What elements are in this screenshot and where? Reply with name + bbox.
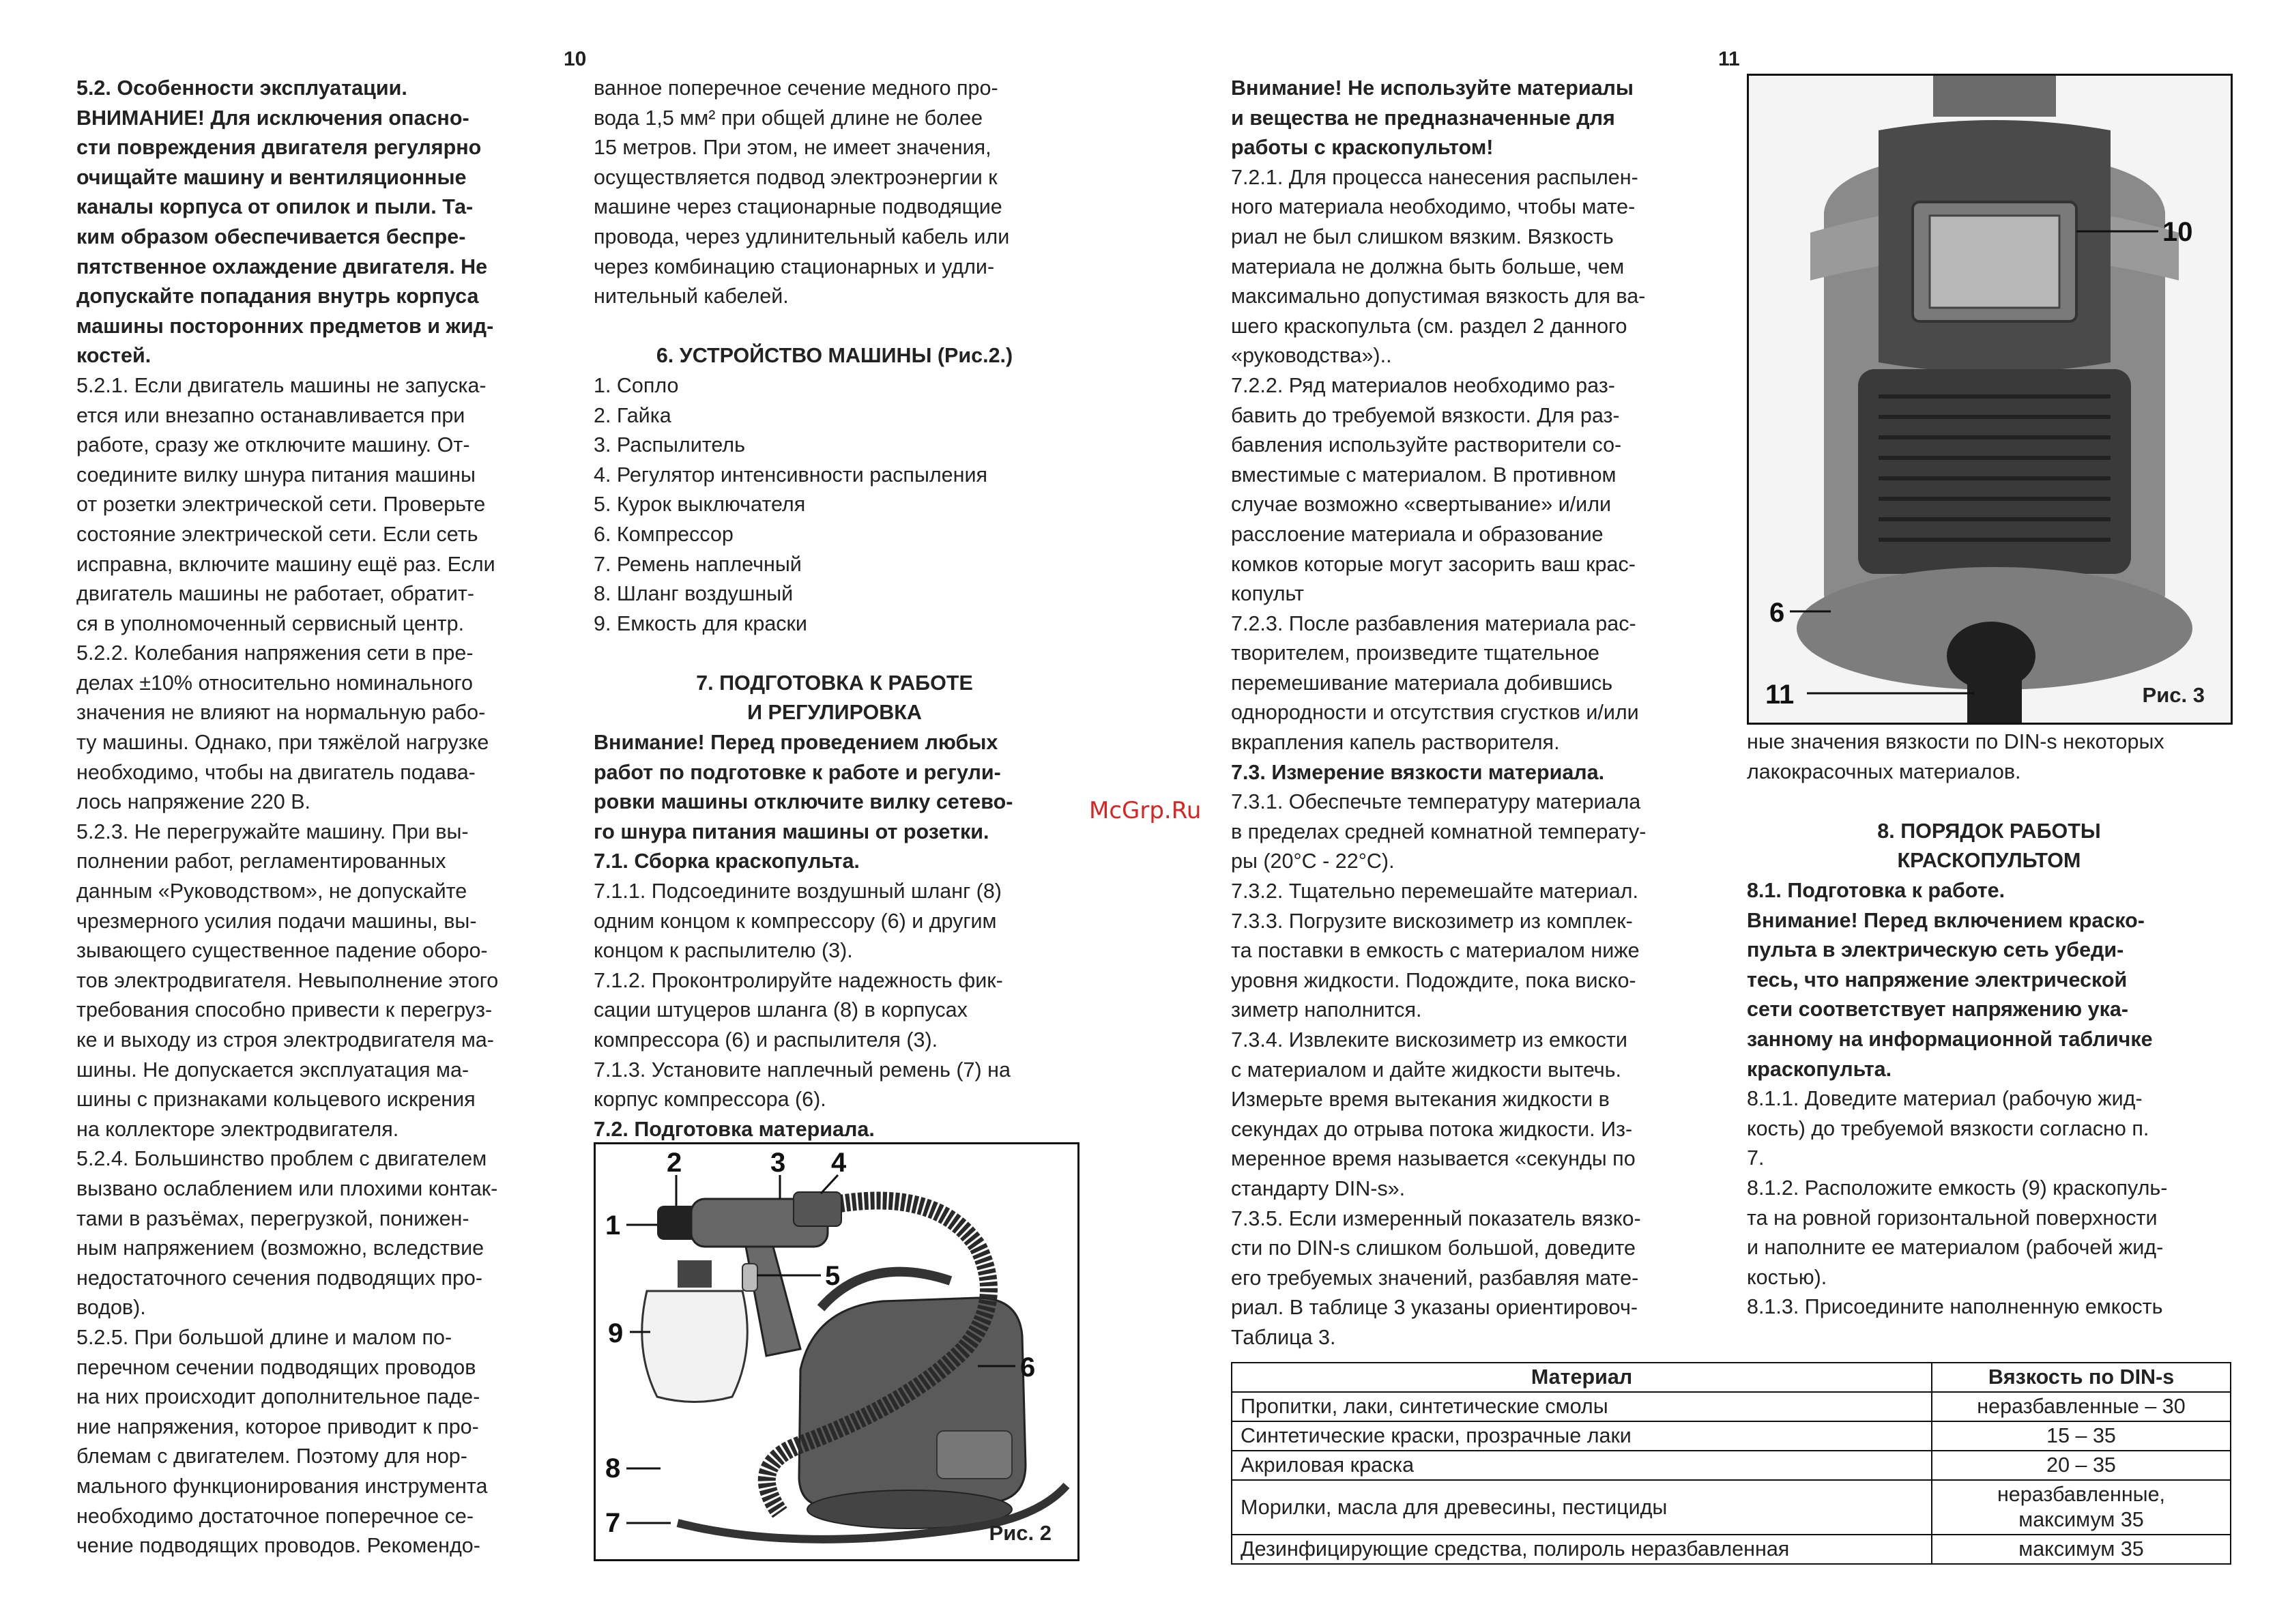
- table-header-material: Материал: [1232, 1363, 1932, 1392]
- text-line: 6. УСТРОЙСТВО МАШИНЫ (Рис.2.): [656, 344, 1013, 368]
- text-line: допускайте попадания внутрь корпуса: [76, 285, 479, 308]
- text-line: 7.3.3. Погрузите вискозиметр из комплек-: [1231, 909, 1633, 933]
- table-cell-material: Пропитки, лаки, синтетические смолы: [1232, 1392, 1932, 1421]
- text-line: чрезмерного усилия подачи машины, вы-: [76, 909, 477, 933]
- text-line: состояние электрической сети. Если сеть: [76, 522, 478, 546]
- page-number-left: 10: [564, 48, 587, 70]
- text-line: лось напряжение 220 В.: [76, 790, 311, 814]
- text-line: работе, сразу же отключите машину. От-: [76, 433, 470, 457]
- text-line: тесь, что напряжение электрической: [1747, 968, 2128, 991]
- text-line: ке и выходу из строя электродвигателя ма-: [76, 1028, 494, 1052]
- text-line: 7.2.2. Ряд материалов необходимо раз-: [1231, 373, 1615, 397]
- table-cell-viscosity: 15 – 35: [1932, 1421, 2231, 1451]
- figure-3: [1747, 74, 2233, 725]
- table-header-viscosity: Вязкость по DIN-s: [1932, 1363, 2231, 1392]
- text-line: 5.2.4. Большинство проблем с двигателем: [76, 1147, 487, 1171]
- table-row: [1232, 1480, 2231, 1535]
- text-line: данным «Руководством», не допускайте: [76, 880, 467, 903]
- label-7: 7: [605, 1508, 621, 1538]
- table-cell-viscosity: максимум 35: [1932, 1535, 2231, 1564]
- table-3: [1231, 1362, 2231, 1565]
- table-row: [1232, 1535, 2231, 1564]
- text-line: тов электродвигателя. Невыполнение этого: [76, 968, 499, 992]
- text-line: блемам с двигателем. Поэтому для нор-: [76, 1445, 467, 1468]
- text-line: на коллекторе электродвигателя.: [76, 1117, 399, 1141]
- table-cell-material: Синтетические краски, прозрачные лаки: [1232, 1421, 1932, 1451]
- text-line: мального функционирования инструмента: [76, 1474, 488, 1498]
- text-line: 7.: [1747, 1146, 1765, 1170]
- text-line: уровня жидкости. Подождите, пока виско-: [1231, 968, 1636, 992]
- vent-grille: [1858, 369, 2131, 574]
- text-line: И РЕГУЛИРОВКА: [747, 701, 922, 725]
- text-line: [594, 312, 1075, 342]
- text-line: 7.3.1. Обеспечьте температуру материала: [1231, 790, 1641, 814]
- text-line: соедините вилку шнура питания машины: [76, 463, 476, 487]
- text-line: каналы корпуса от опилок и пыли. Та-: [76, 195, 474, 219]
- text-line: и вещества не предназначенные для: [1231, 106, 1615, 130]
- text-line: [594, 639, 1075, 669]
- text-line: 8. Шланг воздушный: [594, 582, 794, 606]
- text-line: 5.2.5. При большой длине и малом по-: [76, 1325, 452, 1349]
- text-line: костью).: [1747, 1265, 1827, 1289]
- text-line: Таблица 3.: [1231, 1325, 1336, 1349]
- text-line: делах ±10% относительно номинального: [76, 671, 473, 695]
- text-line: бавления используйте растворители со-: [1231, 433, 1622, 457]
- compressor-grille: [937, 1431, 1012, 1479]
- intensity-regulator: [794, 1192, 841, 1226]
- text-line: 7. ПОДГОТОВКА К РАБОТЕ: [696, 671, 973, 695]
- text-line: 6. Компрессор: [594, 522, 734, 546]
- text-line: 9. Емкость для краски: [594, 611, 807, 635]
- text-line: 7.2.1. Для процесса нанесения распылен-: [1231, 165, 1638, 189]
- text-line: через комбинацию стационарных и удли-: [594, 255, 995, 278]
- text-line: вызвано ослаблением или плохими контак-: [76, 1176, 498, 1200]
- text-line: 8. ПОРЯДОК РАБОТЫ: [1877, 819, 2101, 843]
- table-row: [1232, 1451, 2231, 1480]
- text-line: ванное поперечное сечение медного про-: [594, 76, 998, 100]
- text-line: бавить до требуемой вязкости. Для раз-: [1231, 403, 1620, 427]
- column-3: [1231, 74, 1715, 1353]
- text-line: кость) до требуемой вязкости согласно п.: [1747, 1116, 2149, 1140]
- text-line: Внимание! Не используйте материалы: [1231, 76, 1634, 100]
- text-line: ется или внезапно останавливается при: [76, 403, 465, 427]
- text-line: нительный кабелей.: [594, 285, 789, 308]
- label-9: 9: [608, 1318, 624, 1348]
- text-line: перечном сечении подводящих проводов: [76, 1355, 476, 1379]
- text-line: шины. Не допускается эксплуатация ма-: [76, 1058, 469, 1082]
- text-line: осуществляется подвод электроэнергии к: [594, 165, 998, 189]
- text-line: 7.1.3. Установите наплечный ремень (7) на: [594, 1058, 1011, 1082]
- text-line: Внимание! Перед проведением любых: [594, 731, 998, 755]
- sprayer-grip: [746, 1247, 800, 1356]
- text-line: материала не должна быть больше, чем: [1231, 255, 1625, 278]
- text-line: от розетки электрической сети. Проверьте: [76, 493, 486, 517]
- text-line: занному на информационной табличке: [1747, 1027, 2153, 1051]
- text-line: с материалом и дайте жидкости вытечь.: [1231, 1058, 1622, 1082]
- text-line: 7.1.1. Подсоедините воздушный шланг (8): [594, 880, 1002, 903]
- text-line: секундах до отрыва потока жидкости. Из-: [1231, 1117, 1633, 1141]
- label-10: 10: [2162, 217, 2193, 247]
- text-line: творителем, произведите тщательное: [1231, 641, 1599, 665]
- text-line: и наполните ее материалом (рабочей жид-: [1747, 1236, 2164, 1260]
- text-line: та поставки в емкость с материалом ниже: [1231, 939, 1640, 963]
- text-line: Внимание! Перед включением краско-: [1747, 908, 2145, 932]
- text-line: 7.3.4. Извлеките вискозиметр из емкости: [1231, 1028, 1627, 1052]
- table-row: [1232, 1392, 2231, 1421]
- text-line: «руководства»)..: [1231, 344, 1392, 368]
- text-line: риал не был слишком вязким. Вязкость: [1231, 224, 1614, 248]
- text-line: риал. В таблице 3 указаны ориентировоч-: [1231, 1296, 1638, 1320]
- text-line: 5.2.1. Если двигатель машины не запуска-: [76, 373, 487, 397]
- text-line: ры (20°С - 22°С).: [1231, 850, 1395, 873]
- text-line: вместимые с материалом. В противном: [1231, 463, 1617, 487]
- label-4: 4: [831, 1148, 847, 1178]
- text-line: 8.1.1. Доведите материал (рабочую жид-: [1747, 1087, 2143, 1111]
- text-line: сации штуцеров шланга (8) в корпусах: [594, 998, 968, 1022]
- table-cell-material: Акриловая краска: [1232, 1451, 1932, 1480]
- text-line: меренное время называется «секунды по: [1231, 1147, 1636, 1171]
- text-line: 8.1. Подготовка к работе.: [1747, 878, 2005, 902]
- text-line: провода, через удлинительный кабель или: [594, 224, 1010, 248]
- watermark: McGrp.Ru: [1089, 797, 1202, 824]
- text-line: очищайте машину и вентиляционные: [76, 165, 467, 189]
- text-line: необходимо достаточное поперечное се-: [76, 1504, 474, 1528]
- text-line: тами в разъёмах, перегрузкой, понижен-: [76, 1206, 469, 1230]
- text-line: 1. Сопло: [594, 373, 679, 397]
- column-4: [1747, 727, 2231, 1322]
- text-line: необходимо, чтобы на двигатель подава-: [76, 760, 476, 784]
- text-line: комков которые могут засорить ваш крас-: [1231, 552, 1636, 576]
- text-line: исправна, включите машину ещё раз. Если: [76, 552, 495, 576]
- text-line: 7.2.3. После разбавления материала рас-: [1231, 611, 1636, 635]
- label-3: 3: [770, 1148, 786, 1178]
- text-line: шины с признаками кольцевого искрения: [76, 1088, 476, 1112]
- label-6b: 6: [1769, 598, 1785, 628]
- text-line: требования способно привести к перегруз-: [76, 998, 493, 1022]
- text-line: двигатель машины не работает, обратит-: [76, 582, 475, 606]
- text-line: ким образом обеспечивается беспре-: [76, 224, 466, 248]
- text-line: перемешивание материала добившись: [1231, 671, 1613, 695]
- text-line: работы с краскопультом!: [1231, 136, 1494, 160]
- text-line: случае возможно «свертывание» и/или: [1231, 493, 1612, 517]
- text-line: вода 1,5 мм² при общей длине не более: [594, 106, 983, 130]
- text-line: машине через стационарные подводящие: [594, 195, 1002, 219]
- text-line: на них происходит дополнительное паде-: [76, 1385, 480, 1409]
- text-line: расслоение материала и образование: [1231, 522, 1604, 546]
- text-line: максимально допустимая вязкость для ва-: [1231, 285, 1646, 308]
- text-line: 7.3. Измерение вязкости материала.: [1231, 760, 1605, 784]
- text-line: ние напряжения, которое приводит к про-: [76, 1415, 479, 1438]
- label-6: 6: [1020, 1352, 1036, 1382]
- text-line: работ по подготовке к работе и регули-: [594, 760, 1001, 784]
- column-2: [594, 74, 1075, 1144]
- text-line: сти по DIN-s слишком большой, доведите: [1231, 1236, 1636, 1260]
- text-line: ные значения вязкости по DIN-s некоторых: [1747, 730, 2164, 753]
- text-line: компрессора (6) и распылителя (3).: [594, 1028, 938, 1052]
- table-row: [1232, 1421, 2231, 1451]
- figure-2: [594, 1142, 1079, 1561]
- paint-sprayer-illustration: [596, 1144, 1077, 1559]
- text-line: краскопульта.: [1747, 1057, 1892, 1081]
- text-line: пульта в электрическую сеть убеди-: [1747, 938, 2124, 962]
- text-line: корпус компрессора (6).: [594, 1088, 826, 1112]
- text-line: копульт: [1231, 582, 1305, 606]
- figure-2-caption: Рис. 2: [989, 1521, 1052, 1545]
- label-2: 2: [667, 1148, 682, 1178]
- text-line: 3. Распылитель: [594, 433, 745, 457]
- text-line: чение подводящих проводов. Рекомендо-: [76, 1534, 480, 1558]
- text-line: ту машины. Однако, при тяжёлой нагрузке: [76, 731, 489, 755]
- text-line: [1747, 787, 2231, 817]
- compressor-front-photo: [1749, 76, 2231, 723]
- table-cell-viscosity: неразбавленные – 30: [1932, 1392, 2231, 1421]
- table-cell-material: Морилки, масла для древесины, пестициды: [1232, 1480, 1932, 1535]
- text-line: ного материала необходимо, чтобы мате-: [1231, 195, 1636, 219]
- text-line: 5.2. Особенности эксплуатации.: [76, 76, 407, 100]
- text-line: пятственное охлаждение двигателя. Не: [76, 255, 488, 278]
- text-line: 7.2. Подготовка материала.: [594, 1117, 875, 1141]
- table-cell-viscosity: неразбавленные, максимум 35: [1932, 1480, 2231, 1535]
- text-line: полнении работ, регламентированных: [76, 850, 446, 873]
- text-line: 7.3.5. Если измеренный показатель вязко-: [1231, 1206, 1641, 1230]
- column-1: [76, 74, 561, 1561]
- text-line: ВНИМАНИЕ! Для исключения опасно-: [76, 106, 469, 130]
- text-line: 8.1.3. Присоедините наполненную емкость: [1747, 1295, 2163, 1319]
- text-line: 2. Гайка: [594, 403, 671, 427]
- text-line: сти повреждения двигателя регулярно: [76, 136, 482, 160]
- text-line: костей.: [76, 344, 151, 368]
- text-line: ся в уполномоченный сервисный центр.: [76, 611, 465, 635]
- text-line: машины посторонних предметов и жид-: [76, 314, 494, 338]
- text-line: 7.3.2. Тщательно перемешайте материал.: [1231, 880, 1638, 903]
- label-8: 8: [605, 1453, 621, 1483]
- text-line: водов).: [76, 1296, 146, 1320]
- label-11: 11: [1765, 680, 1795, 710]
- text-line: значения не влияют на нормальную рабо-: [76, 701, 486, 725]
- text-line: 5. Курок выключателя: [594, 493, 806, 517]
- text-line: зиметр наполнится.: [1231, 998, 1422, 1022]
- paint-container: [642, 1291, 748, 1402]
- text-line: 7.1. Сборка краскопульта.: [594, 850, 860, 873]
- text-line: зывающего существенное падение оборо-: [76, 939, 488, 963]
- table-cell-viscosity: 20 – 35: [1932, 1451, 2231, 1480]
- text-line: сети соответствует напряжению ука-: [1747, 998, 2129, 1021]
- label-1: 1: [605, 1210, 621, 1241]
- text-line: ным напряжением (возможно, вследствие: [76, 1236, 484, 1260]
- text-line: 7.1.2. Проконтролируйте надежность фик-: [594, 968, 1003, 992]
- text-line: КРАСКОПУЛЬТОМ: [1897, 849, 2081, 873]
- trigger: [742, 1264, 757, 1291]
- text-line: в пределах средней комнатной температу-: [1231, 820, 1647, 843]
- text-line: 15 метров. При этом, не имеет значения,: [594, 136, 991, 160]
- label-5: 5: [825, 1261, 841, 1291]
- text-line: концом к распылителю (3).: [594, 939, 853, 963]
- table-cell-material: Дезинфицирующие средства, полироль неразбавленная: [1232, 1535, 1932, 1564]
- text-line: та на ровной горизонтальной поверхности: [1747, 1206, 2158, 1230]
- text-line: шего краскопульта (см. раздел 2 данного: [1231, 314, 1627, 338]
- text-line: ровки машины отключите вилку сетево-: [594, 790, 1013, 814]
- text-line: лакокрасочных материалов.: [1747, 759, 2021, 783]
- text-line: его требуемых значений, разбавляя мате-: [1231, 1266, 1639, 1290]
- text-line: 8.1.2. Расположите емкость (9) краскопуль-: [1747, 1176, 2168, 1200]
- text-line: 5.2.2. Колебания напряжения сети в пре-: [76, 641, 474, 665]
- text-line: недостаточного сечения подводящих про-: [76, 1266, 483, 1290]
- text-line: Измерьте время вытекания жидкости в: [1231, 1088, 1610, 1112]
- text-line: вкрапления капель растворителя.: [1231, 731, 1560, 755]
- text-line: стандарту DIN-s».: [1231, 1176, 1406, 1200]
- figure-3-caption: Рис. 3: [2142, 683, 2205, 707]
- page-number-right: 11: [1718, 48, 1740, 70]
- text-line: го шнура питания машины от розетки.: [594, 820, 989, 843]
- text-line: одним концом к компрессору (6) и другим: [594, 909, 997, 933]
- text-line: 7. Ремень наплечный: [594, 552, 802, 576]
- text-line: однородности и отсутствия сгустков и/или: [1231, 701, 1639, 725]
- text-line: 5.2.3. Не перегружайте машину. При вы-: [76, 820, 469, 843]
- text-line: 4. Регулятор интенсивности распыления: [594, 463, 988, 487]
